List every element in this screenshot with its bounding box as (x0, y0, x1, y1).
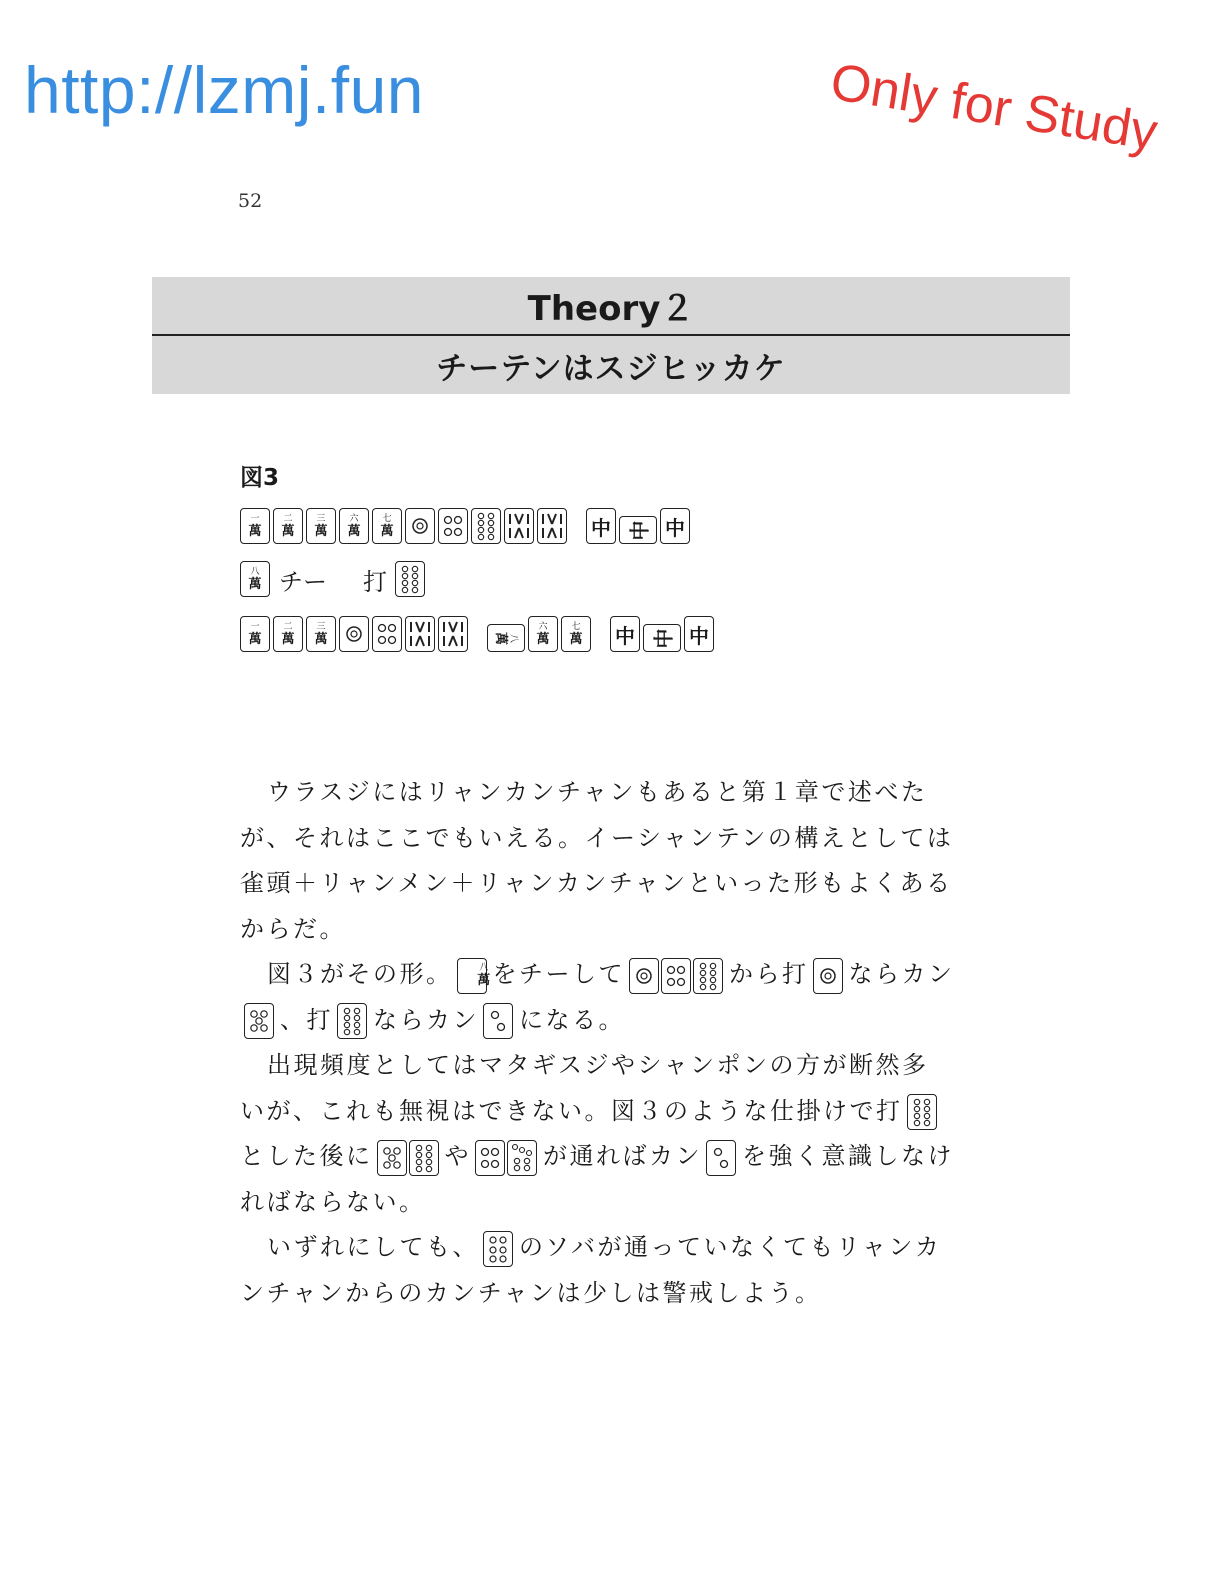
tile-5-pin (244, 1003, 274, 1039)
tile-8-pin (409, 1140, 439, 1176)
tile-3-man: 三 萬 (306, 508, 336, 544)
tile-red-dragon: 中 (684, 616, 714, 652)
tile-red-dragon-sideways: 中 (643, 624, 681, 652)
tile-8-pin (395, 561, 425, 597)
figure-hand-row-1 (240, 506, 693, 546)
tile-6-man: 六 萬 (528, 616, 558, 652)
paragraph-4: いずれにしても、 のソバが通っていなくてもリャンカンチャンからのカンチャンは少しは警戒しよう。 (240, 1225, 955, 1316)
tile-8-pin (471, 508, 501, 544)
tile-8-pin (337, 1003, 367, 1039)
tile-3-man: 三 萬 (306, 616, 336, 652)
tile-1-pin (405, 508, 435, 544)
tile-4-pin (475, 1140, 505, 1176)
page-number: 52 (238, 190, 263, 212)
tile-8-sou (537, 508, 567, 544)
tile-red-dragon: 中 (610, 616, 640, 652)
discard-label: 打 (363, 567, 387, 596)
tile-red-dragon: 中 (660, 508, 690, 544)
tile-1-man: 一 萬 (240, 508, 270, 544)
tile-8-man-sideways: 八 萬 (487, 624, 525, 652)
section-subtitle: チーテンはスジヒッカケ (436, 350, 786, 387)
tile-6-man: 六 萬 (339, 508, 369, 544)
tile-1-pin (629, 958, 659, 994)
tile-1-pin (813, 958, 843, 994)
tile-4-pin (372, 616, 402, 652)
watermark-url: http://lzmj.fun (24, 53, 424, 127)
tile-7-man: 七 萬 (372, 508, 402, 544)
tile-red-dragon-sideways: 中 (619, 516, 657, 544)
tile-1-man: 一 萬 (240, 616, 270, 652)
figure-label: 図3 (240, 465, 280, 491)
tile-2-pin (706, 1140, 736, 1176)
tile-2-man: 二 萬 (273, 616, 303, 652)
paragraph-1: ウラスジにはリャンカンチャンもあると第１章で述べたが、それはここでもいえる。イーシャンテンの構えとしては雀頭＋リャンメン＋リャンカンチャンといった形もよくあるからだ。 (240, 778, 954, 943)
tile-7-man: 七 萬 (561, 616, 591, 652)
tile-8-man: 八 萬 (457, 958, 487, 994)
theory-title: Theory２ (527, 289, 695, 329)
tile-4-pin (438, 508, 468, 544)
figure-hand-row-2 (240, 614, 717, 654)
figure-action-row (240, 559, 428, 599)
chi-label: チー (279, 567, 327, 596)
tile-8-pin (907, 1094, 937, 1130)
tile-1-pin (339, 616, 369, 652)
tile-6-pin (483, 1231, 513, 1267)
tile-5-pin (377, 1140, 407, 1176)
tile-8-sou (405, 616, 435, 652)
tile-7-pin (507, 1140, 537, 1176)
tile-8-pin (693, 958, 723, 994)
paragraph-2: 図３がその形。 八 萬 をチーして から打 ならカン 、打 ならカン になる。 (240, 952, 955, 1043)
paragraph-3: 出現頻度としてはマタギスジやシャンポンの方が断然多いが、これも無視はできない。図３のような仕掛けで打 とした後に や が通ればカン を強く意識しなければならない。 (240, 1051, 954, 1216)
tile-2-pin (483, 1003, 513, 1039)
section-header (152, 277, 1070, 394)
tile-8-man: 八 萬 (240, 561, 270, 597)
watermark-study: Only for Study (826, 52, 1162, 162)
tile-red-dragon: 中 (586, 508, 616, 544)
tile-2-man: 二 萬 (273, 508, 303, 544)
body-text (240, 770, 955, 1316)
tile-8-sou (504, 508, 534, 544)
tile-4-pin (661, 958, 691, 994)
tile-8-sou (438, 616, 468, 652)
